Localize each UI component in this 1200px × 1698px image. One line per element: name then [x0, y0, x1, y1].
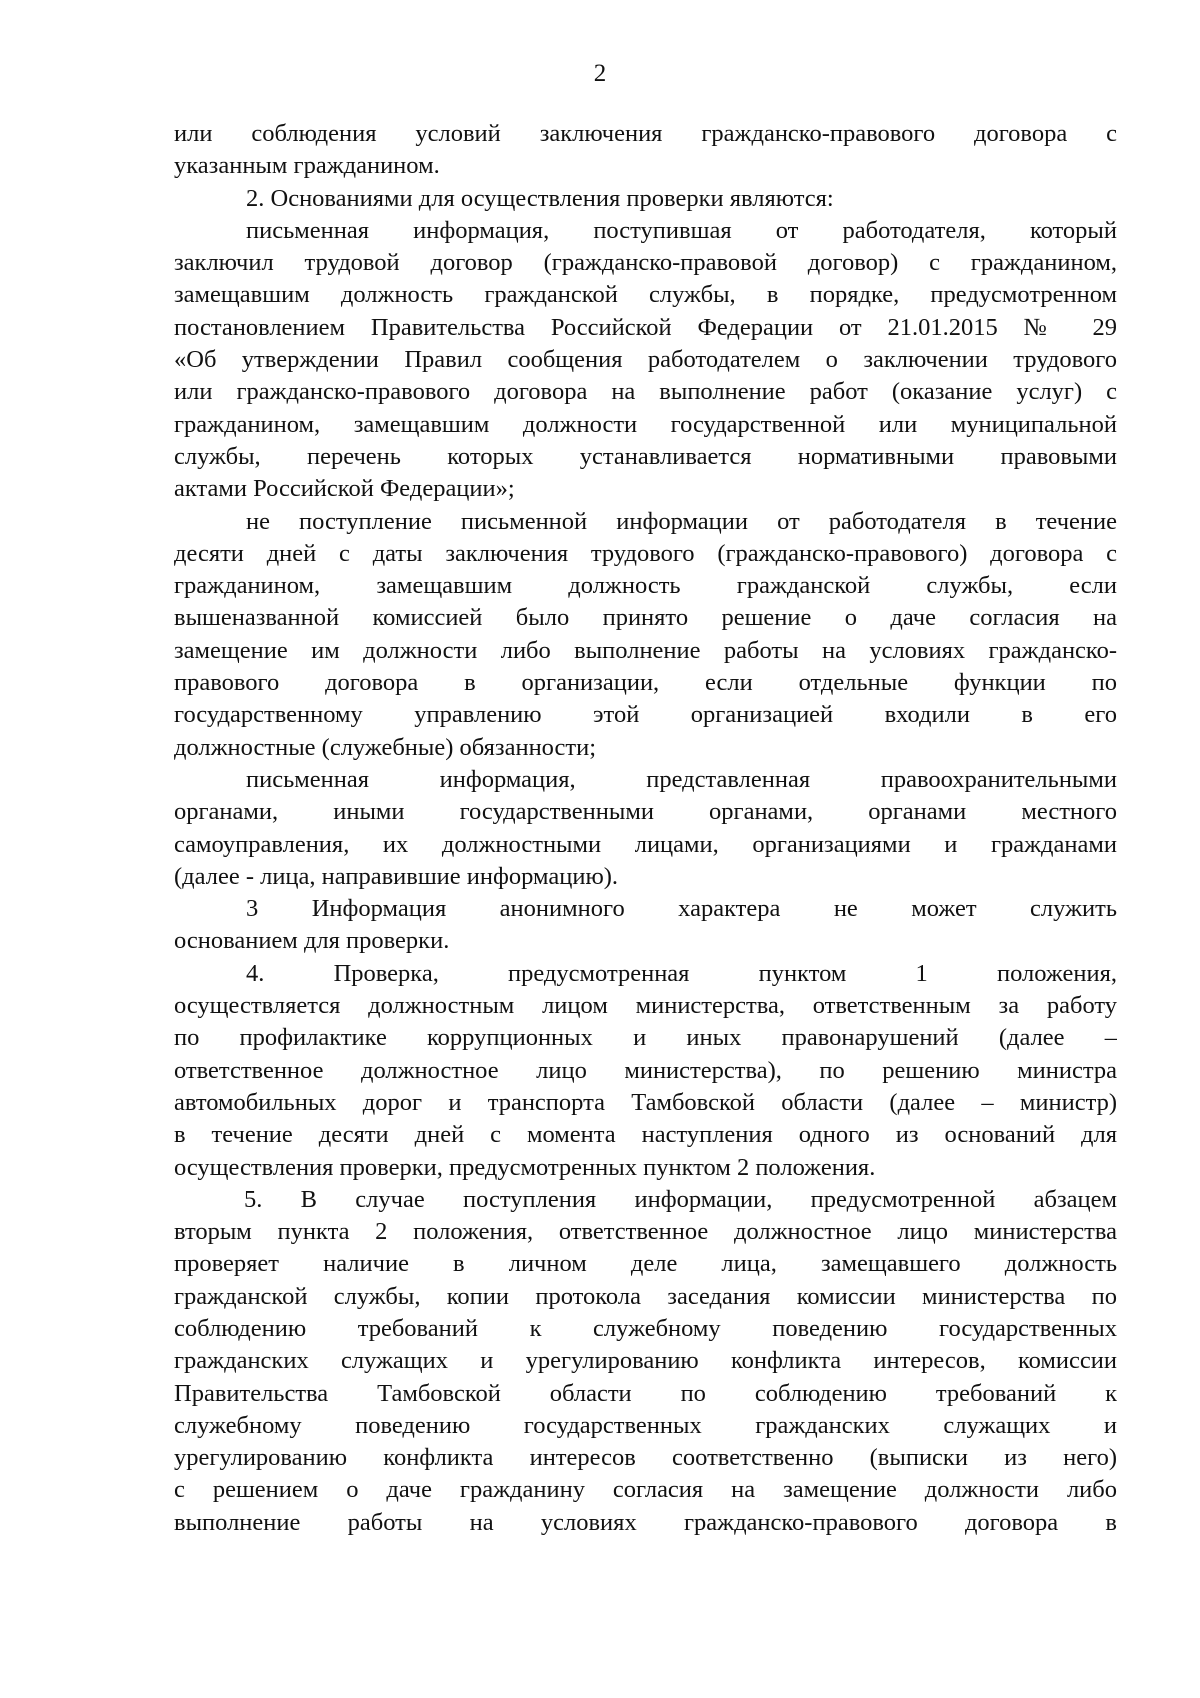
page-number: 2	[593, 60, 607, 87]
text-line: гражданских служащих и урегулированию конфликта интересов, комиссии	[174, 1347, 1117, 1375]
text-line: осуществления проверки, предусмотренных пунктом 2 положения.	[174, 1153, 876, 1181]
text-line: служебному поведению государственных гражданских служащих и	[174, 1411, 1117, 1439]
text-line: замещение им должности либо выполнение работы на условиях гражданско-	[174, 636, 1117, 664]
text-line: самоуправления, их должностными лицами, организациями и гражданами	[174, 830, 1117, 858]
text-line: в течение десяти дней с момента наступления одного из оснований для	[174, 1121, 1117, 1149]
text-line: органами, иными государственными органами, органами местного	[174, 798, 1117, 826]
text-line: урегулированию конфликта интересов соответственно (выписки из него)	[174, 1444, 1117, 1472]
text-line: письменная информация, поступившая от работодателя, который	[246, 216, 1117, 244]
text-line: осуществляется должностным лицом министерства, ответственным за работу	[174, 992, 1117, 1020]
text-line: не поступление письменной информации от работодателя в течение	[246, 507, 1117, 535]
text-line: вторым пункта 2 положения, ответственное должностное лицо министерства	[174, 1218, 1117, 1246]
text-line: проверяет наличие в личном деле лица, замещавшего должность	[174, 1250, 1117, 1278]
text-line: гражданином, замещавшим должности государственной или муниципальной	[174, 410, 1117, 438]
text-line: 5. В случае поступления информации, предусмотренной абзацем	[244, 1185, 1117, 1213]
text-line: Правительства Тамбовской области по соблюдению требований к	[174, 1379, 1117, 1407]
text-line: или соблюдения условий заключения гражданско-правового договора с	[174, 120, 1117, 147]
text-line: письменная информация, представленная правоохранительными	[246, 765, 1117, 793]
text-line: постановлением Правительства Российской Федерации от 21.01.2015 № 29	[174, 313, 1117, 341]
text-line: государственному управлению этой организацией входили в его	[174, 701, 1117, 729]
text-line: должностные (служебные) обязанности;	[174, 733, 597, 761]
text-line: выполнение работы на условиях гражданско-правового договора в	[174, 1508, 1117, 1536]
document-body	[174, 118, 1117, 1539]
text-line: десяти дней с даты заключения трудового (гражданско-правового) договора с	[174, 539, 1117, 567]
text-line: по профилактике коррупционных и иных правонарушений (далее –	[174, 1024, 1117, 1052]
text-line: основанием для проверки.	[174, 927, 450, 955]
text-line: ответственное должностное лицо министерства), по решению министра	[174, 1056, 1117, 1084]
text-line: замещавшим должность гражданской службы, в порядке, предусмотренном	[174, 281, 1117, 309]
text-line: заключил трудовой договор (гражданско-правовой договор) с гражданином,	[174, 249, 1117, 277]
text-line: 3 Информация анонимного характера не может служить	[246, 895, 1117, 923]
text-line: с решением о даче гражданину согласия на замещение должности либо	[174, 1476, 1117, 1504]
text-line: вышеназванной комиссией было принято решение о даче согласия на	[174, 604, 1117, 632]
text-line: службы, перечень которых устанавливается нормативными правовыми	[174, 442, 1117, 470]
text-line: «Об утверждении Правил сообщения работодателем о заключении трудового	[174, 346, 1117, 374]
text-line: правового договора в организации, если отдельные функции по	[174, 669, 1117, 697]
text-line: 4. Проверка, предусмотренная пунктом 1 положения,	[246, 959, 1117, 987]
text-line: или гражданско-правового договора на выполнение работ (оказание услуг) с	[174, 378, 1117, 406]
text-line: гражданской службы, копии протокола заседания комиссии министерства по	[174, 1282, 1117, 1310]
text-line: 2. Основаниями для осуществления проверки являются:	[246, 184, 834, 212]
text-line: (далее - лица, направившие информацию).	[174, 862, 619, 890]
text-line: автомобильных дорог и транспорта Тамбовской области (далее – министр)	[174, 1088, 1117, 1116]
text-line: актами Российской Федерации»;	[174, 475, 515, 503]
text-line: указанным гражданином.	[174, 152, 440, 180]
text-line: соблюдению требований к служебному поведению государственных	[174, 1314, 1117, 1342]
text-line: гражданином, замещавшим должность гражданской службы, если	[174, 572, 1117, 600]
